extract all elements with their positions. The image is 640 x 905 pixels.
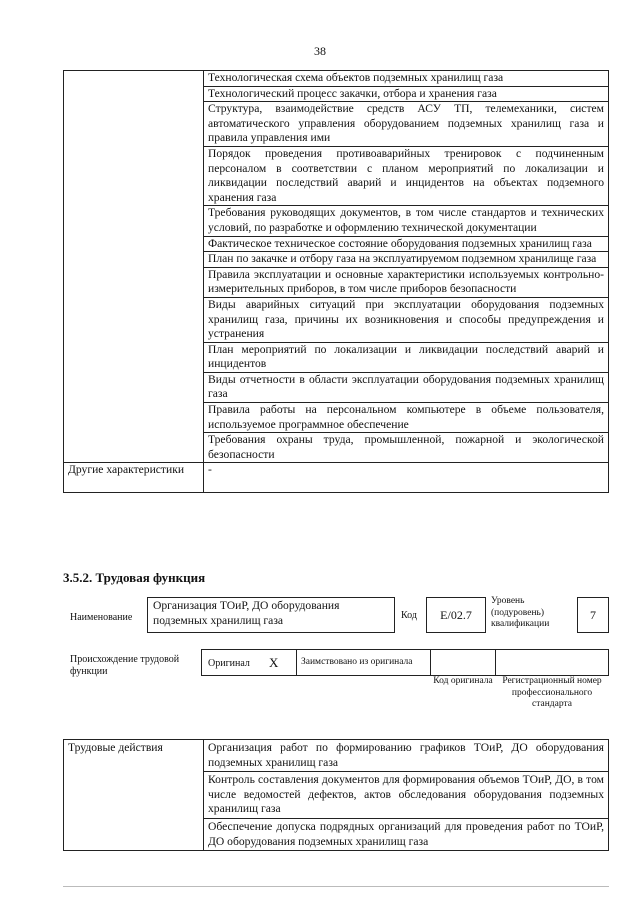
knowledge-item: Порядок проведения противоаварийных тренировок с подчиненным персоналом в соответствии с планом мероприятий по локализации и ликвидации последствий аварий и инцидентов на объектах подземного хранения газа (204, 146, 609, 205)
labor-action-row (64, 740, 609, 772)
code-label: Код (401, 610, 417, 621)
reg-number-label: Регистрационный номер профессионального стандарта (502, 676, 602, 709)
original-cell (201, 649, 297, 676)
original-label: Оригинал (208, 658, 250, 669)
code-original-label: Код оригинала (433, 676, 493, 686)
knowledge-item: Виды отчетности в области эксплуатации оборудования подземных хранилищ газа (204, 372, 609, 402)
name-label: Наименование (70, 612, 133, 623)
page-number: 38 (314, 44, 326, 58)
knowledge-item: Технологическая схема объектов подземных хранилищ газа (204, 71, 609, 87)
knowledge-table (63, 70, 609, 493)
original-mark: X (269, 655, 279, 670)
level-value: 7 (590, 608, 596, 622)
labor-actions-label: Трудовые действия (64, 740, 204, 851)
knowledge-item: План по закачке и отбору газа на эксплуатируемом подземном хранилище газа (204, 252, 609, 268)
knowledge-item: Требования охраны труда, промышленной, пожарной и экологической безопасности (204, 433, 609, 463)
code-value: E/02.7 (440, 608, 472, 622)
other-characteristics-label: Другие характеристики (64, 463, 204, 493)
other-characteristics-row (64, 463, 609, 493)
footer-line (63, 886, 609, 887)
reg-number-box (495, 649, 609, 676)
borrowed-cell (296, 649, 431, 676)
knowledge-item: Правила работы на персональном компьютере в объеме пользователя, используемое программное обеспечение (204, 403, 609, 433)
other-characteristics-value: - (204, 463, 609, 493)
level-field (577, 597, 609, 633)
origin-label: Происхождение трудовой функции (70, 654, 180, 677)
knowledge-item: Структура, взаимодействие средств АСУ ТП, телемеханики, систем автоматического управления оборудованием подземных хранилищ газа и правила управления ими (204, 102, 609, 147)
function-name-value: Организация ТОиР, ДО оборудования подземных хранилищ газа (153, 599, 340, 627)
knowledge-item: План мероприятий по локализации и ликвидации последствий аварий и инцидентов (204, 342, 609, 372)
knowledge-row (64, 71, 609, 87)
knowledge-item: Виды аварийных ситуаций при эксплуатации оборудования подземных хранилищ газа, причины их возникновения и способы предупреждения и устранения (204, 297, 609, 342)
labor-action-item: Контроль составления документов для формирования объемов ТОиР, ДО, в том числе ведомостей дефектов, актов обследования оборудования подземных хранилищ газа (204, 772, 609, 819)
borrowed-label: Заимствовано из оригинала (301, 657, 413, 667)
knowledge-item: Технологический процесс закачки, отбора и хранения газа (204, 86, 609, 102)
knowledge-item: Правила эксплуатации и основные характеристики используемых контрольно-измерительных приборов, в том числе приборов безопасности (204, 267, 609, 297)
knowledge-item: Требования руководящих документов, в том числе стандартов и технических условий, по разработке и оформлению технической документации (204, 206, 609, 236)
code-field (426, 597, 486, 633)
labor-action-item: Обеспечение допуска подрядных организаций для проведения работ по ТОиР, ДО оборудования подземных хранилищ газа (204, 818, 609, 850)
labor-actions-table (63, 739, 609, 851)
labor-action-item: Организация работ по формированию графиков ТОиР, ДО оборудования подземных хранилищ газа (204, 740, 609, 772)
section-title: 3.5.2. Трудовая функция (63, 570, 206, 585)
function-name-field (147, 597, 395, 633)
knowledge-label-cell (64, 71, 204, 463)
code-original-box (430, 649, 496, 676)
knowledge-item: Фактическое техническое состояние оборудования подземных хранилищ газа (204, 236, 609, 252)
level-label: Уровень (подуровень) квалификации (491, 596, 550, 629)
